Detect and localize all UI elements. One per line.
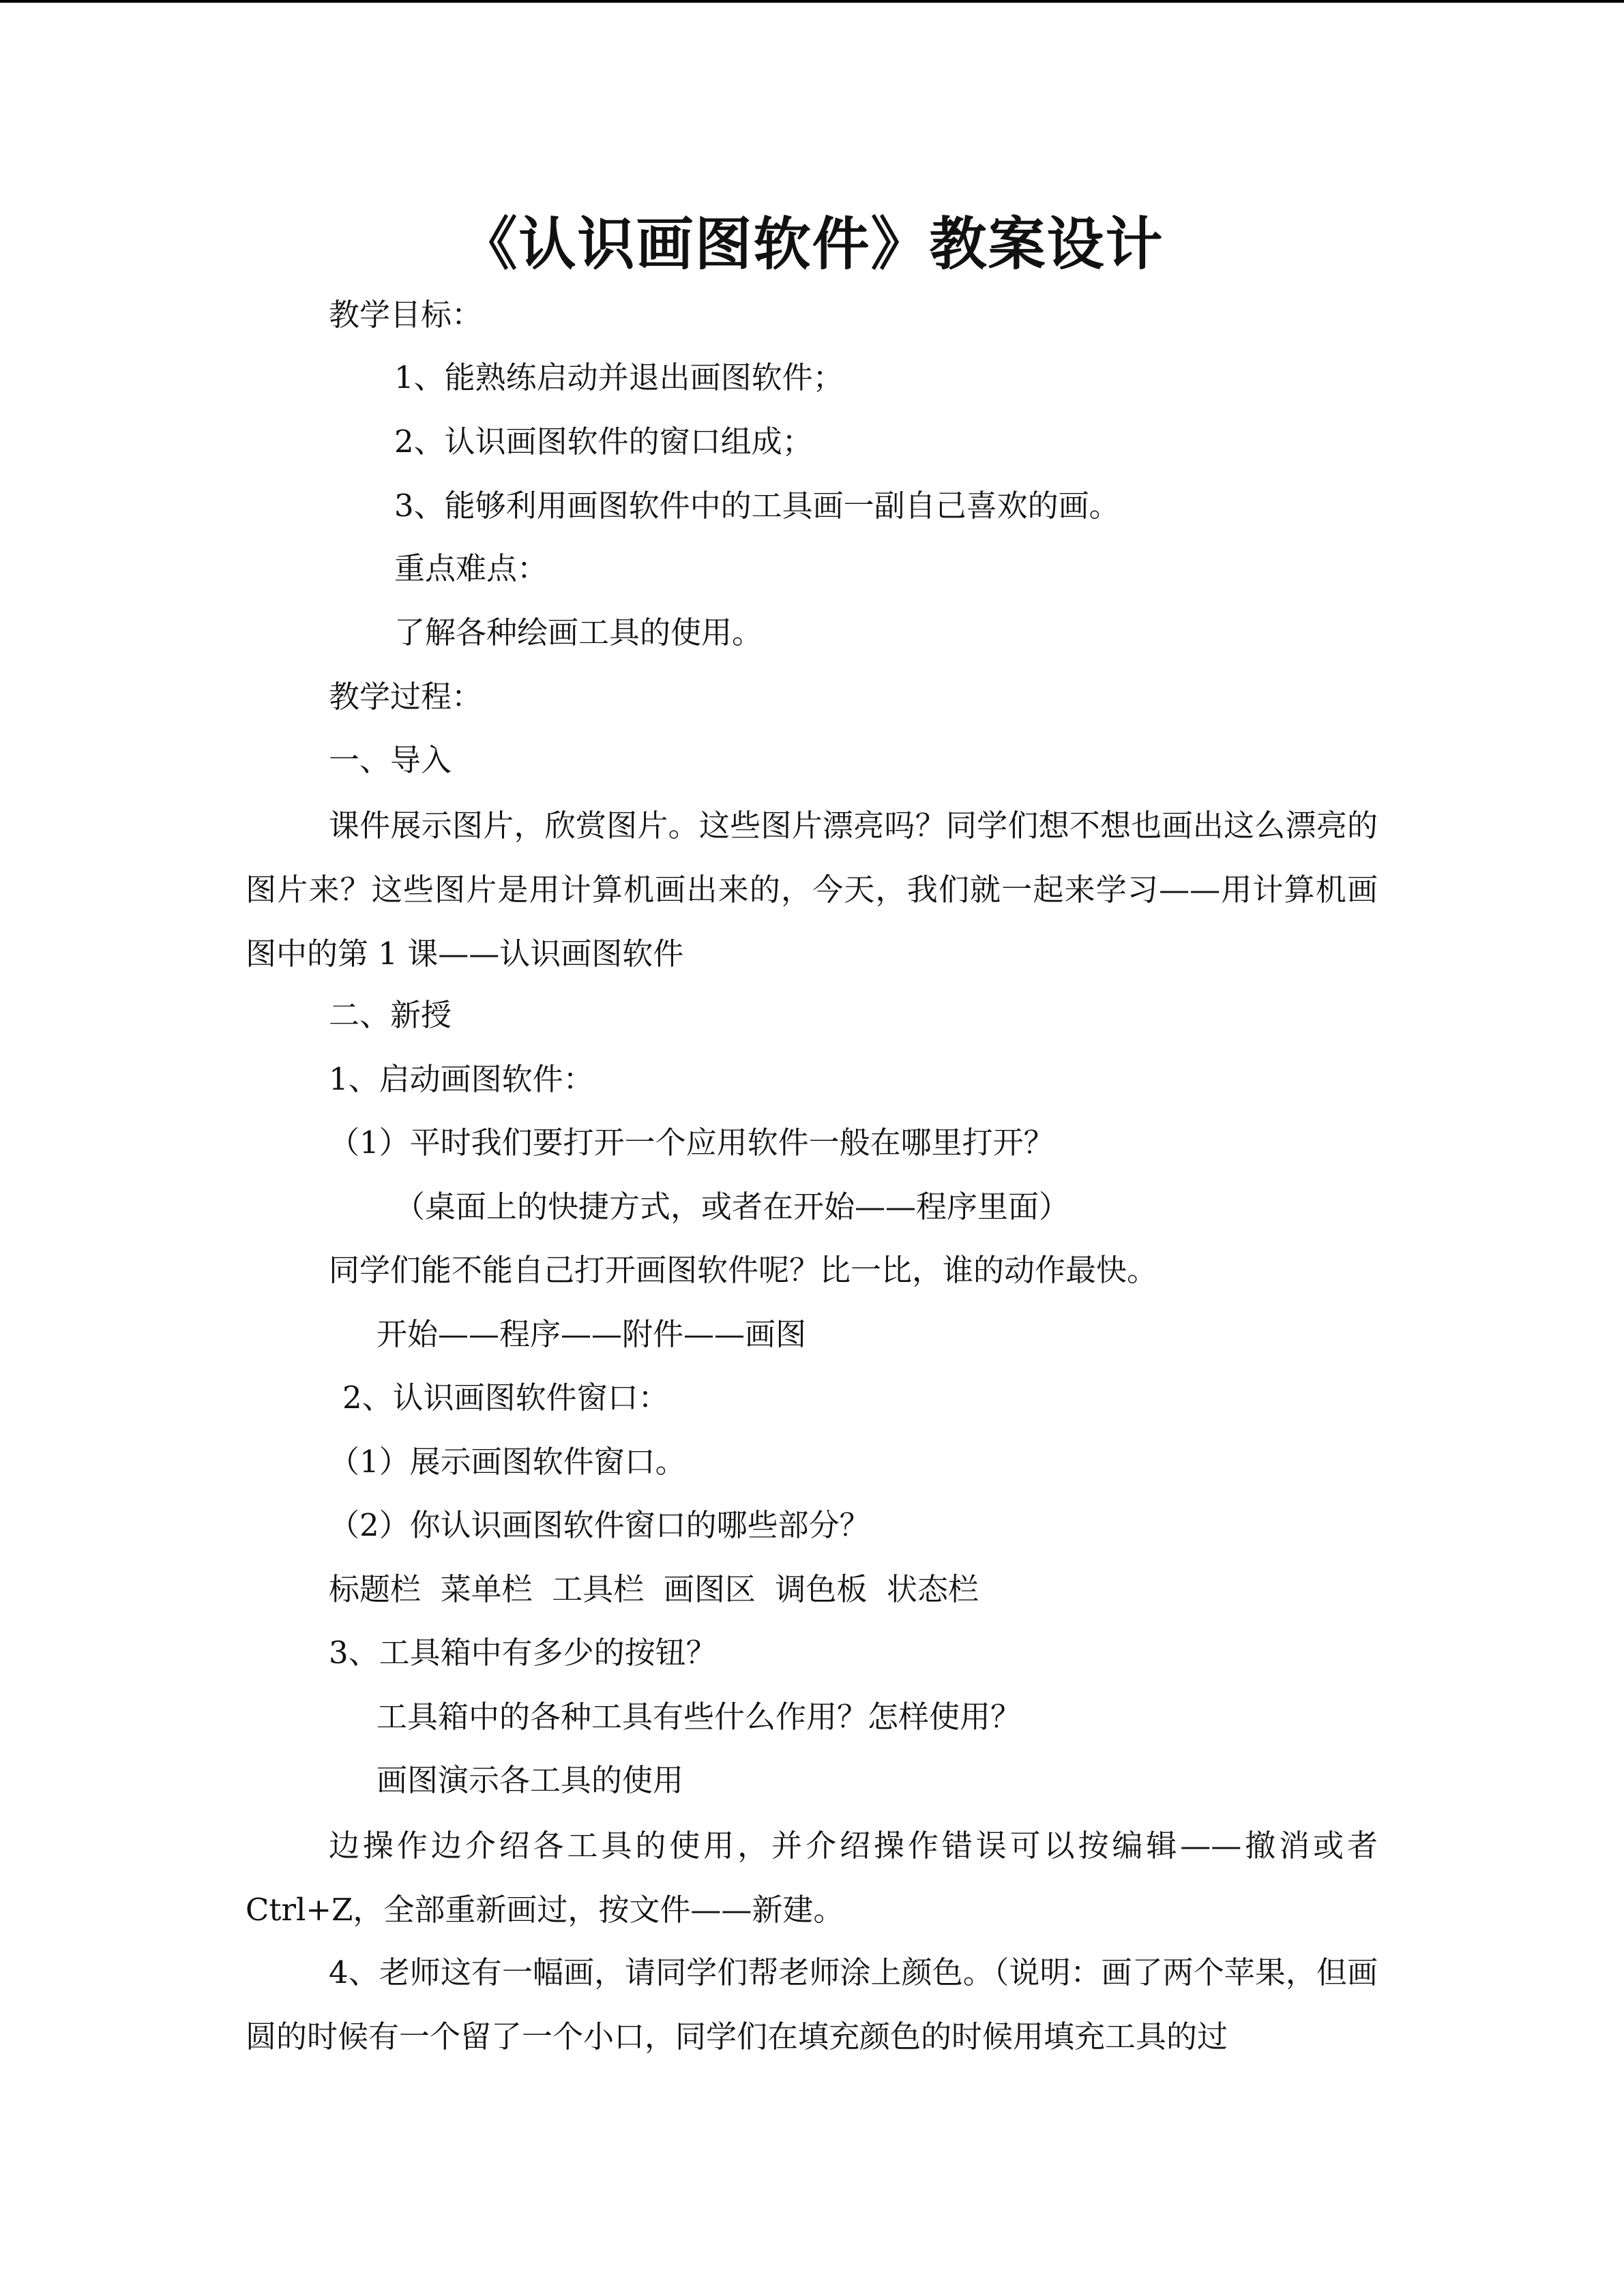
step-3-heading: 3、工具箱中有多少的按钮？ bbox=[329, 1635, 717, 1671]
objective-item-2: 2、认识画图软件的窗口组成； bbox=[394, 423, 813, 460]
key-points-text: 了解各种绘画工具的使用。 bbox=[394, 614, 763, 651]
step-3-demo: 画图演示各工具的使用 bbox=[377, 1762, 684, 1798]
document-title: 《认识画图软件》教案设计 bbox=[460, 210, 1164, 278]
step-2-heading: 2、认识画图软件窗口： bbox=[342, 1380, 669, 1416]
objectives-heading: 教学目标： bbox=[329, 297, 483, 333]
undo-paragraph-text: 边操作边介绍各工具的使用，并介绍操作错误可以按编辑——撤消或者 Ctrl+Z，全部重新画过，按文件——新建。 bbox=[246, 1828, 1378, 1928]
step-2-question-1: （1）展示画图软件窗口。 bbox=[329, 1444, 686, 1480]
step-1-question: （1）平时我们要打开一个应用软件一般在哪里打开？ bbox=[329, 1124, 1054, 1161]
step-4-paragraph-text: 4、老师这有一幅画，请同学们帮老师涂上颜色。（说明：画了两个苹果，但画圆的时候有一个留了一个小口，同学们在填充颜色的时候用填充工具的过 bbox=[246, 1954, 1378, 2055]
step-4-paragraph bbox=[246, 1941, 1378, 2069]
key-points-heading: 重点难点： bbox=[394, 550, 548, 586]
window-parts-list: 标题栏 菜单栏 工具栏 画图区 调色板 状态栏 bbox=[329, 1571, 979, 1607]
objective-item-1: 1、能熟练启动并退出画图软件； bbox=[394, 359, 844, 396]
process-heading: 教学过程： bbox=[329, 679, 483, 715]
step-1-answer: （桌面上的快捷方式，或者在开始——程序里面） bbox=[394, 1189, 1070, 1225]
intro-paragraph bbox=[246, 794, 1378, 986]
objective-item-3: 3、能够利用画图软件中的工具画一副自己喜欢的画。 bbox=[394, 488, 1120, 524]
section-heading-intro: 一、导入 bbox=[329, 742, 452, 778]
step-2-question-2: （2）你认识画图软件窗口的哪些部分？ bbox=[329, 1507, 870, 1543]
step-1-heading: 1、启动画图软件： bbox=[329, 1061, 594, 1097]
step-3-question: 工具箱中的各种工具有些什么作用？怎样使用？ bbox=[377, 1699, 1022, 1735]
undo-paragraph bbox=[246, 1814, 1378, 1942]
step-1-path: 开始——程序——附件——画图 bbox=[377, 1316, 807, 1352]
section-heading-new-lesson: 二、新授 bbox=[329, 997, 452, 1033]
step-1-prompt: 同学们能不能自己打开画图软件呢？比一比，谁的动作最快。 bbox=[329, 1252, 1158, 1288]
intro-paragraph-text: 课件展示图片，欣赏图片。这些图片漂亮吗？同学们想不想也画出这么漂亮的图片来？这些图片是用计算机画出来的，今天，我们就一起来学习——用计算机画图中的第 1 课——认识画图软件 bbox=[246, 807, 1378, 972]
